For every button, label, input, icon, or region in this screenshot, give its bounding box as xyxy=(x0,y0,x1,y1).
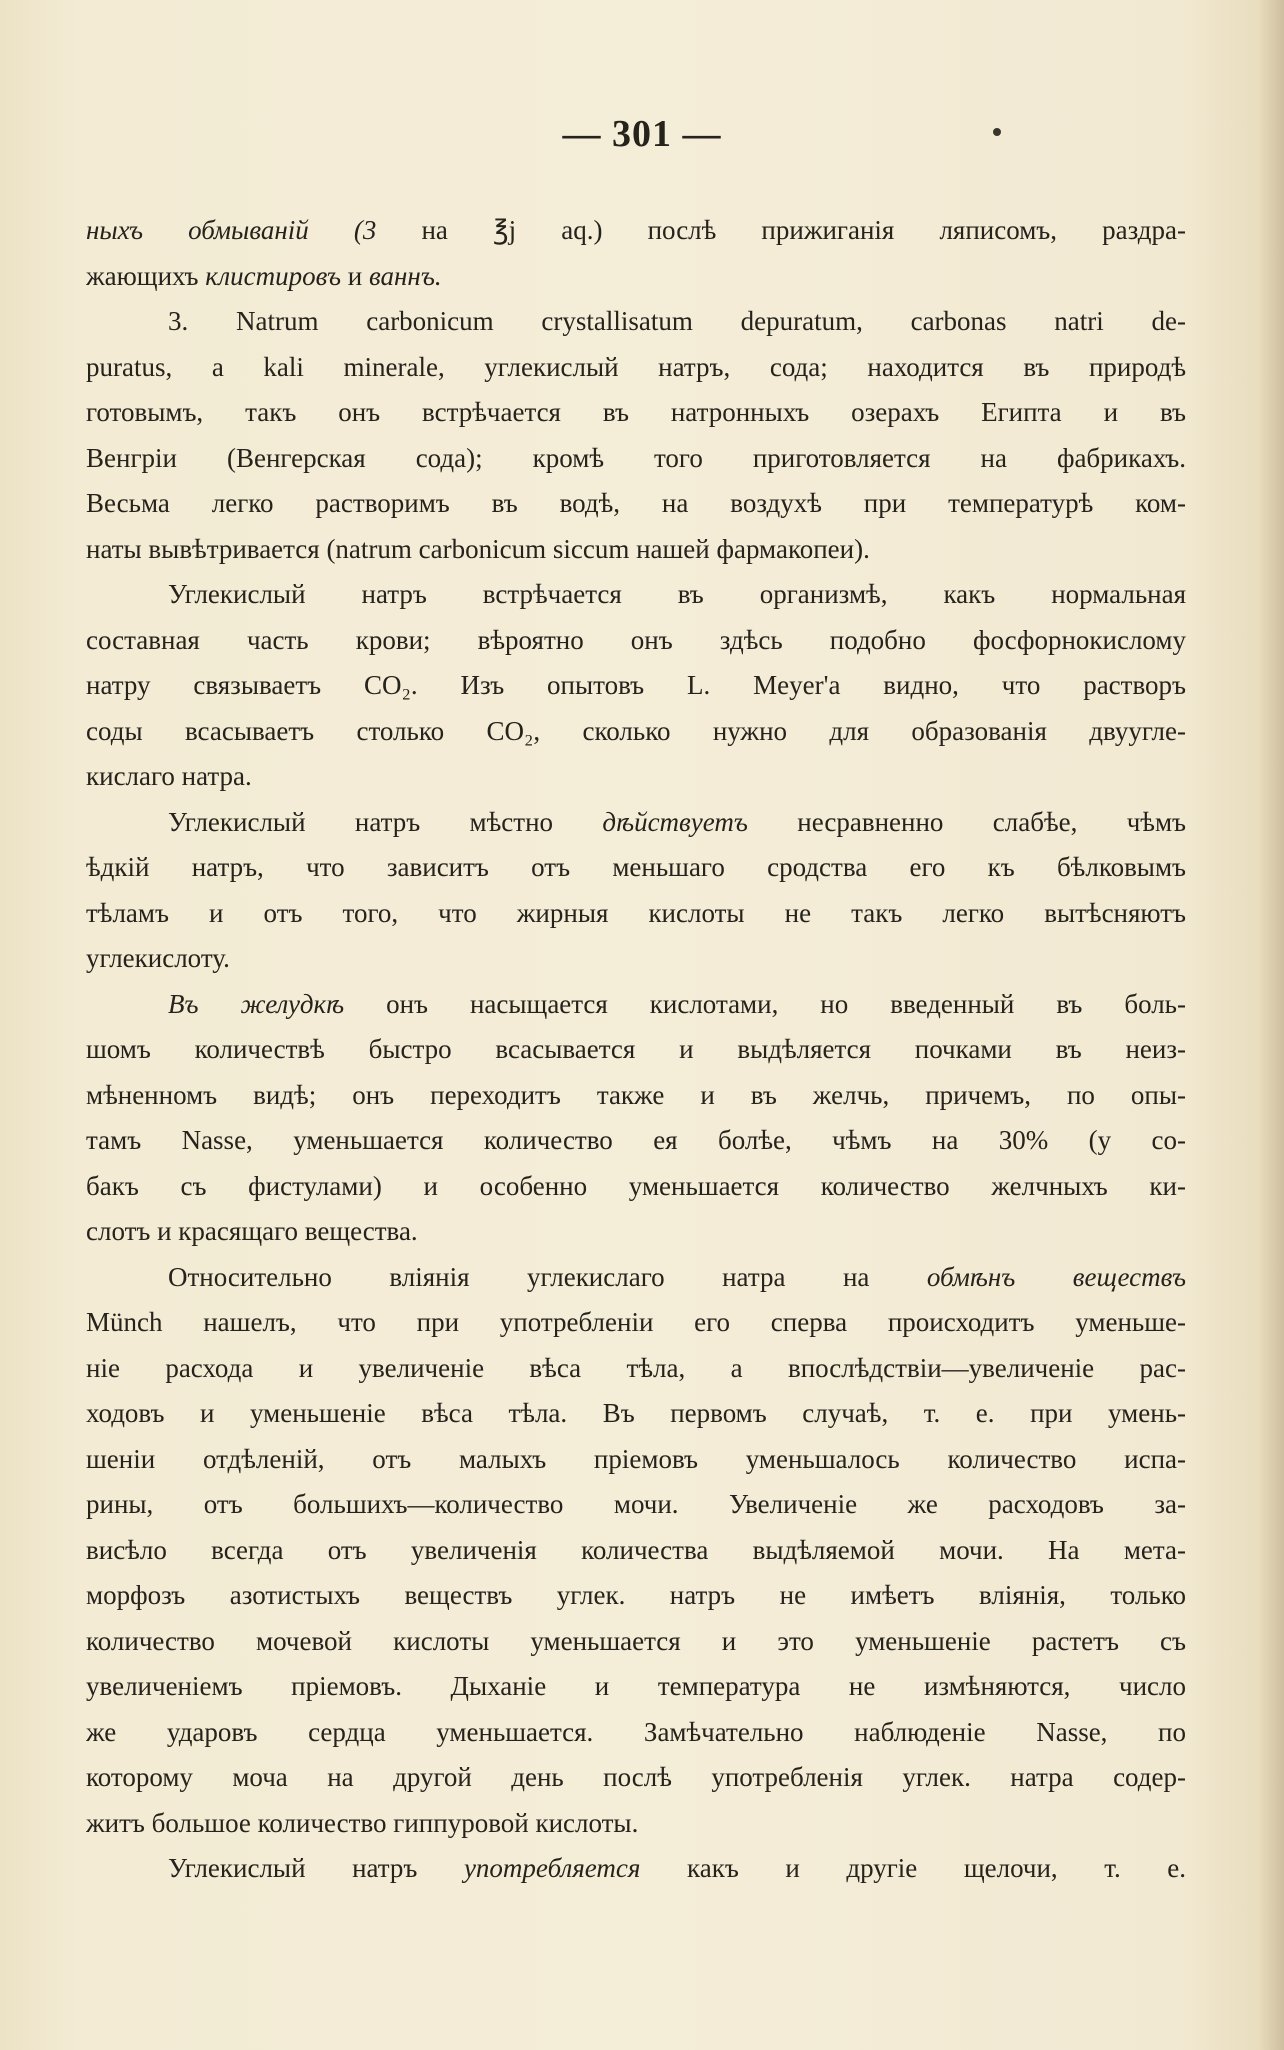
text-segment: ѣдкiй натръ, что зависитъ отъ меньшаго сродства его къ бѣлковымъ xyxy=(86,852,1186,882)
text-segment: шомъ количествѣ быстро всасывается и выдѣляется почками въ неиз- xyxy=(86,1034,1186,1064)
text-segment: какъ и другiе щелочи, т. е. xyxy=(640,1853,1186,1883)
text-segment: углекислоту. xyxy=(86,943,230,973)
text-segment: онъ насыщается кислотами, но введенный въ боль- xyxy=(344,988,1186,1019)
text-line xyxy=(86,1801,1186,1847)
text-segment: наты вывѣтривается (natrum carbonicum siccum нашей фармакопеи). xyxy=(86,533,870,564)
italic-text: ваннъ. xyxy=(369,260,442,291)
text-line xyxy=(86,936,1186,982)
text-line xyxy=(86,982,1186,1028)
text-segment: тѣламъ и отъ того, что жирныя кислоты не такъ легко вытѣсняютъ xyxy=(86,897,1186,928)
text-line xyxy=(86,800,1186,846)
page-text xyxy=(86,208,1186,1892)
text-line xyxy=(86,891,1186,937)
text-line xyxy=(86,1073,1186,1119)
text-line xyxy=(86,1164,1186,1210)
text-line xyxy=(86,436,1186,482)
text-line xyxy=(86,1664,1186,1710)
text-line xyxy=(86,1437,1186,1483)
text-segment: ходовъ и уменьшенiе вѣса тѣла. Въ первомъ случаѣ, т. е. при умень- xyxy=(86,1398,1186,1428)
text-segment: увеличенiемъ прiемовъ. Дыханiе и температура не измѣняются, число xyxy=(86,1671,1186,1701)
text-line xyxy=(86,1209,1186,1255)
text-line xyxy=(86,208,1186,254)
ink-spot xyxy=(993,128,1001,136)
text-segment: мѣненномъ видѣ; онъ переходитъ также и въ желчь, причемъ, по опы- xyxy=(86,1079,1186,1110)
text-line xyxy=(86,1528,1186,1574)
text-segment: ℥j xyxy=(493,215,517,245)
text-segment: рины, отъ большихъ—количество мочи. Увеличенiе же расходовъ за- xyxy=(86,1489,1186,1519)
text-segment: 3. Natrum carbonicum crystallisatum depuratum, carbonas natri de- xyxy=(168,306,1186,336)
text-line xyxy=(86,1482,1186,1528)
italic-text: обмѣнъ веществъ xyxy=(926,1261,1186,1292)
text-line xyxy=(86,1573,1186,1619)
page-edge-shadow xyxy=(1258,0,1284,2050)
italic-text: ныхъ обмыванiй ( xyxy=(86,215,363,245)
text-segment: Углекислый натръ встрѣчается въ организмѣ, какъ нормальная xyxy=(168,579,1186,609)
text-segment: aq.) послѣ прижиганiя ляписомъ, раздра- xyxy=(516,215,1186,245)
text-line xyxy=(86,390,1186,436)
italic-text: употребляется xyxy=(463,1853,641,1883)
text-line xyxy=(86,345,1186,391)
text-segment: Углекислый натръ xyxy=(168,1853,464,1883)
text-line xyxy=(86,254,1186,300)
text-segment: шенiи отдѣленiй, отъ малыхъ прiемовъ уменьшалось количество испа- xyxy=(86,1443,1186,1474)
text-line xyxy=(86,663,1186,709)
text-line xyxy=(86,1619,1186,1665)
text-line xyxy=(86,1755,1186,1801)
text-segment: Углекислый натръ мѣстно xyxy=(168,806,603,837)
text-segment: Münch нашелъ, что при употребленiи его сперва происходитъ уменьше- xyxy=(86,1307,1186,1337)
text-segment: слотъ и красящаго вещества. xyxy=(86,1216,418,1246)
text-segment: составная часть крови; вѣроятно онъ здѣсь подобно фосфорнокислому xyxy=(86,624,1186,655)
text-line xyxy=(86,572,1186,618)
text-segment: puratus, a kali minerale, углекислый натръ, сода; находится въ природѣ xyxy=(86,351,1186,382)
text-line xyxy=(86,754,1186,800)
text-segment: на xyxy=(376,215,494,245)
text-segment: Венгрiи (Венгерская сода); кромѣ того приготовляется на фабрикахъ. xyxy=(86,442,1186,473)
text-segment: жающихъ xyxy=(86,260,206,291)
text-segment: висѣло всегда отъ увеличенiя количества выдѣляемой мочи. На мета- xyxy=(86,1534,1186,1565)
text-line xyxy=(86,618,1186,664)
text-line xyxy=(86,299,1186,345)
text-segment: количество мочевой кислоты уменьшается и это уменьшенiе растетъ съ xyxy=(86,1625,1186,1656)
text-segment: житъ большое количество гиппуровой кислоты. xyxy=(86,1807,639,1838)
text-segment: Весьма легко растворимъ въ водѣ, на воздухѣ при температурѣ ком- xyxy=(86,488,1186,518)
italic-text: дѣйствуетъ xyxy=(602,806,748,837)
text-line xyxy=(86,1118,1186,1164)
text-segment: Относительно влiянiя углекислаго натра на xyxy=(168,1261,927,1292)
text-segment: соды всасываетъ столько CO₂, сколько нужно для образованiя двуугле- xyxy=(86,715,1186,746)
text-line xyxy=(86,845,1186,891)
text-line xyxy=(86,1346,1186,1392)
text-segment: кислаго натра. xyxy=(86,761,252,791)
italic-text: 3 xyxy=(362,215,377,245)
text-line xyxy=(86,1391,1186,1437)
italic-text: Въ желудкѣ xyxy=(168,988,345,1019)
text-line xyxy=(86,481,1186,527)
text-segment: бакъ съ фистулами) и особенно уменьшается количество желчныхъ ки- xyxy=(86,1170,1186,1201)
text-line xyxy=(86,1300,1186,1346)
text-segment: готовымъ, такъ онъ встрѣчается въ натронныхъ озерахъ Египта и въ xyxy=(86,397,1186,427)
text-line xyxy=(86,1027,1186,1073)
text-line xyxy=(86,1710,1186,1756)
text-line xyxy=(86,1255,1186,1301)
text-segment: нiе расхода и увеличенiе вѣса тѣла, а впослѣдствiи—увеличенiе рас- xyxy=(86,1352,1186,1383)
text-line xyxy=(86,527,1186,573)
text-line xyxy=(86,1846,1186,1892)
text-segment: и xyxy=(341,260,369,291)
text-segment: морфозъ азотистыхъ веществъ углек. натръ не имѣетъ влiянiя, только xyxy=(86,1580,1186,1610)
text-segment: которому моча на другой день послѣ употребленiя углек. натра содер- xyxy=(86,1762,1186,1792)
text-segment: несравненно слабѣе, чѣмъ xyxy=(747,806,1186,837)
text-segment: тамъ Nasse, уменьшается количество ея болѣе, чѣмъ на 30% (у со- xyxy=(86,1125,1186,1155)
page-number: — 301 — xyxy=(562,113,722,155)
text-segment: натру связываетъ CO₂. Изъ опытовъ L. Meyer'a видно, что растворъ xyxy=(86,670,1186,700)
text-segment: же ударовъ сердца уменьшается. Замѣчательно наблюденiе Nasse, по xyxy=(86,1716,1186,1747)
text-line xyxy=(86,709,1186,755)
italic-text: клистировъ xyxy=(205,260,342,291)
